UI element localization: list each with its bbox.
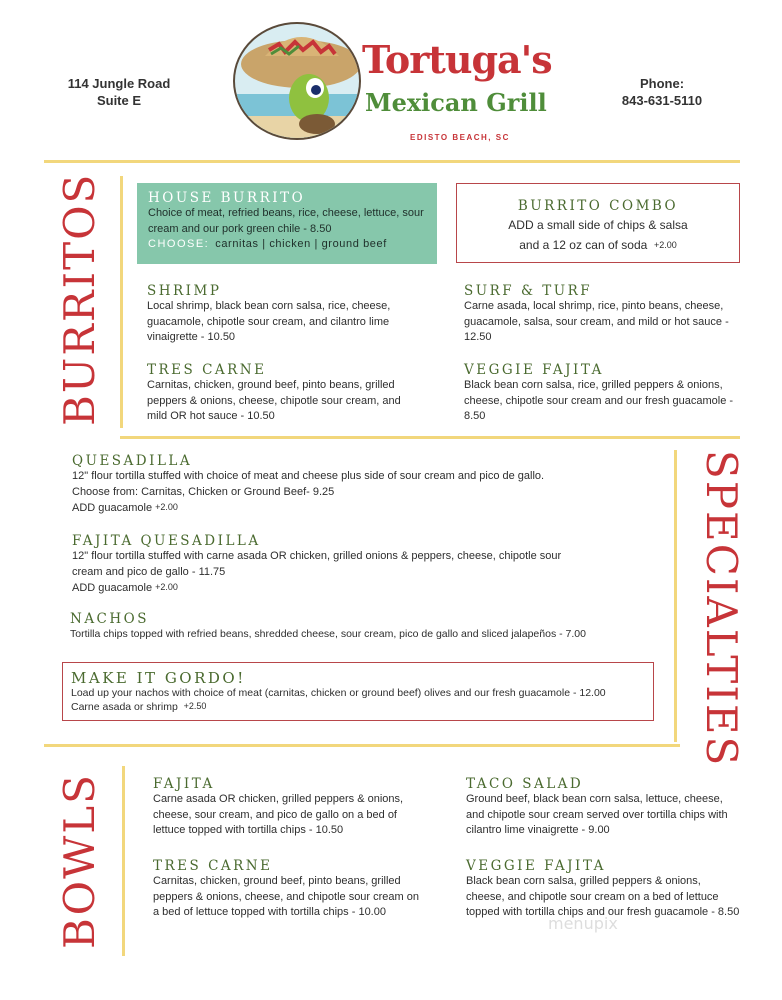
header-divider — [44, 160, 740, 163]
quesadilla-add-price: +2.00 — [155, 502, 178, 512]
fajita-quesadilla-line-3 — [72, 580, 668, 597]
burritos-vertical-rule — [120, 176, 123, 428]
shrimp-burrito — [147, 283, 412, 346]
quesadilla — [72, 453, 668, 517]
fajita-bowl-desc: Carne asada OR chicken, grilled peppers & onions, cheese, sour cream, and pico de gallo on a bed of lettuce topped with tortilla chips - 10.50 — [153, 793, 404, 836]
house-burrito-box — [137, 183, 437, 264]
phone-label: Phone: — [639, 76, 685, 91]
phone — [604, 75, 720, 109]
burritos-heading: BURRITOS — [55, 172, 104, 426]
bowls-section-label — [40, 766, 120, 956]
burritos-divider — [120, 436, 740, 439]
address — [52, 75, 186, 109]
veggie-bowl-title: VEGGIE FAJITA — [466, 858, 606, 874]
tres-carne-burrito — [147, 362, 412, 425]
fajita-bowl — [153, 776, 428, 839]
veggie-bowl-desc: Black bean corn salsa, grilled peppers & onions, cheese, and chipotle sour cream on a bed of lettuce topped with tortilla chips and our fresh guacamole - 8.50 — [466, 875, 740, 918]
quesadilla-line-1: 12" flour tortilla stuffed with choice of meat and cheese plus side of sour cream and pico de gallo. — [72, 470, 545, 482]
combo-price: +2.00 — [654, 240, 677, 250]
veggie-fajita-title: VEGGIE FAJITA — [464, 362, 604, 378]
phone-number: 843-631-5110 — [621, 93, 703, 108]
burrito-combo-line-1: ADD a small side of chips & salsa — [508, 218, 688, 232]
taco-salad-title: TACO SALAD — [466, 776, 584, 792]
tres-carne-title: TRES CARNE — [147, 362, 267, 378]
watermark: menupix — [548, 914, 618, 933]
quesadilla-title: QUESADILLA — [72, 453, 193, 469]
address-line-1: 114 Jungle Road — [67, 76, 171, 91]
burrito-combo-title: BURRITO COMBO — [517, 198, 679, 214]
fajita-bowl-title: FAJITA — [153, 776, 215, 792]
gordo-line-1: Load up your nachos with choice of meat (carnitas, chicken or ground beef) olives and our fresh guacamole - 12.00 — [71, 687, 606, 699]
specialties-divider — [44, 744, 680, 747]
veggie-fajita-desc: Black bean corn salsa, rice, grilled peppers & onions, cheese, chipotle sour cream and our fresh guacamole - 8.50 — [464, 379, 734, 422]
logo-location: EDISTO BEACH, SC — [410, 133, 510, 142]
tres-carne-bowl-title: TRES CARNE — [153, 858, 273, 874]
nachos-title: NACHOS — [70, 611, 149, 627]
house-burrito-title: HOUSE BURRITO — [148, 190, 306, 206]
bowls-vertical-rule — [122, 766, 125, 956]
fajita-quesadilla-add-price: +2.00 — [155, 582, 178, 592]
logo-title: Tortuga's — [362, 37, 552, 82]
specialties-heading: SPECIALTIES — [697, 450, 746, 768]
veggie-fajita-burrito — [464, 362, 734, 425]
tres-carne-bowl — [153, 858, 421, 921]
burritos-section-label — [40, 172, 120, 426]
surf-turf-burrito — [464, 283, 729, 346]
fajita-quesadilla-line-2: cream and pico de gallo - 11.75 — [72, 565, 226, 578]
fajita-quesadilla-title: FAJITA QUESADILLA — [72, 533, 261, 549]
gordo-addon-price: +2.50 — [183, 701, 207, 711]
choose-label: CHOOSE: — [148, 238, 210, 250]
taco-salad-bowl — [466, 776, 741, 839]
fajita-quesadilla-add: ADD guacamole — [72, 582, 153, 594]
combo-line-2-text: and a 12 oz can of soda — [519, 238, 648, 252]
quesadilla-line-2: Choose from: Carnitas, Chicken or Ground Beef- 9.25 — [72, 485, 335, 498]
fajita-quesadilla-line-1: 12" flour tortilla stuffed with carne asada OR chicken, grilled onions & peppers, cheese, chipotle sour — [72, 550, 562, 562]
shrimp-title: SHRIMP — [147, 283, 222, 299]
burrito-combo-line-2 — [457, 236, 739, 254]
surf-turf-desc: Carne asada, local shrimp, rice, pinto beans, cheese, guacamole, salsa, sour cream, and mild or hot sauce - 12.50 — [464, 300, 729, 343]
nachos — [70, 611, 668, 643]
taco-salad-desc: Ground beef, black bean corn salsa, lettuce, cheese, and chipotle sour cream served over tortilla chips with cilantro lime vinaigrette - 9.00 — [466, 793, 728, 836]
gordo-addon: Carne asada or shrimp — [71, 701, 178, 713]
choose-options: carnitas | chicken | ground beef — [215, 238, 387, 250]
shrimp-desc: Local shrimp, black bean corn salsa, rice, cheese, guacamole, chipotle sour cream, and cilantro lime vinaigrette - 10.50 — [147, 300, 391, 343]
house-burrito-desc: Choice of meat, refried beans, rice, cheese, lettuce, sour cream and our pork green chile - 8.50 — [148, 207, 424, 235]
logo-subtitle: Mexican Grill — [365, 88, 547, 117]
fajita-quesadilla — [72, 533, 668, 597]
make-it-gordo-box — [62, 662, 654, 721]
quesadilla-add: ADD guacamole — [72, 502, 153, 514]
specialties-section-label — [686, 450, 756, 768]
tres-carne-bowl-desc: Carnitas, chicken, ground beef, pinto beans, grilled peppers & onions, cheese, and chipotle sour cream on a bed of lettuce topped with tortilla chips - 10.00 — [153, 875, 419, 918]
surf-turf-title: SURF & TURF — [464, 283, 593, 299]
quesadilla-line-3 — [72, 500, 668, 517]
address-line-2: Suite E — [96, 93, 142, 108]
gordo-title: MAKE IT GORDO! — [71, 669, 246, 687]
house-burrito-choose — [148, 238, 426, 250]
bowls-heading: BOWLS — [55, 773, 104, 949]
turtle-logo-icon — [233, 22, 361, 140]
burrito-combo-box — [456, 183, 740, 263]
veggie-fajita-bowl — [466, 858, 741, 921]
specialties-vertical-rule — [674, 450, 677, 742]
gordo-line-2 — [71, 700, 645, 714]
nachos-desc: Tortilla chips topped with refried beans, shredded cheese, sour cream, pico de gallo and sliced jalapeños - 7.00 — [70, 628, 586, 640]
tres-carne-desc: Carnitas, chicken, ground beef, pinto beans, grilled peppers & onions, cheese, chipotle sour cream, and mild OR hot sauce - 10.50 — [147, 379, 401, 422]
